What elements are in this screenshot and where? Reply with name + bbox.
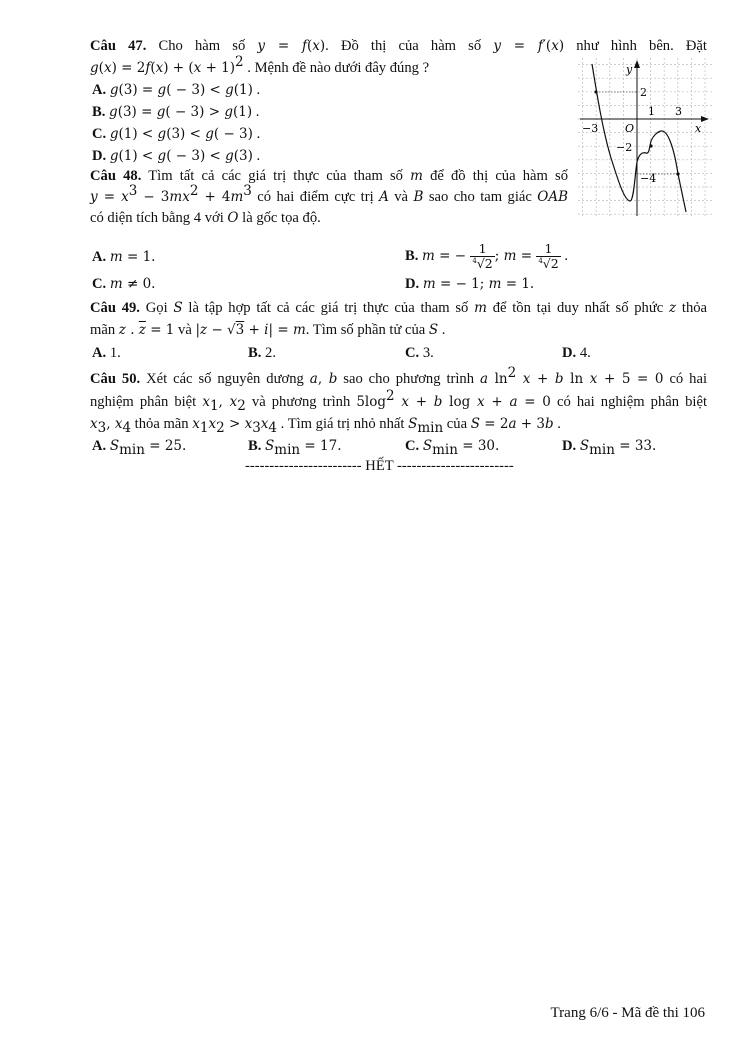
q47-line-1: Câu 47. Cho hàm số y = f(x). Đồ thị của hàm số y = f′(x) như hình bên. Đặt: [90, 38, 707, 54]
fraction: $\frac{1}{^4√2}$: [538, 241, 559, 272]
tick-y-m2: −2: [616, 141, 633, 154]
option-text: 3.: [422, 345, 434, 361]
option-letter: D.: [562, 438, 577, 454]
y-axis-arrow-icon: [634, 60, 640, 68]
option-letter: C.: [92, 276, 107, 292]
option-letter: D.: [562, 345, 577, 361]
point-1-m2: [649, 144, 652, 147]
origin-label: O: [625, 122, 635, 135]
q48-option-a[interactable]: A. m = 1.: [92, 249, 156, 265]
option-letter: A.: [92, 438, 107, 454]
option-text: 4.: [579, 345, 591, 361]
tick-x-m3: −3: [582, 122, 599, 135]
q48-line-2: $y = x^3 - 3mx^2 + 4m^3$ có hai điểm cực trị A và B sao cho tam giác OAB: [90, 183, 569, 205]
x-axis-arrow-icon: [701, 116, 709, 122]
q47-label: Câu 47.: [90, 38, 147, 54]
graph-grid: [578, 58, 712, 216]
tick-x-3: 3: [675, 105, 682, 118]
q48-option-b[interactable]: B. m = − $\frac{1}{^4√2}$ ; m = $\frac{1}{^4√2}$ .: [405, 241, 568, 272]
derivative-curve: [592, 64, 686, 212]
q50-line-1: Câu 50. Xét các số nguyên dương a, b sao cho phương trình a $\ln^2 x + b$ ln x + 5 = 0 có hai: [90, 365, 707, 387]
fraction: $\frac{1}{^4√2}$: [472, 241, 493, 272]
option-letter: B.: [248, 438, 262, 454]
option-letter: D.: [92, 148, 107, 164]
option-text: 1.: [109, 345, 121, 361]
q48-label: Câu 48.: [90, 168, 142, 184]
q49-label: Câu 49.: [90, 300, 140, 316]
q48-option-d[interactable]: D. m = − 1; m = 1.: [405, 276, 535, 292]
q50-option-c[interactable]: C. $S_{min} = 30$.: [405, 438, 500, 458]
x-axis-label: x: [695, 122, 702, 135]
q49-option-a[interactable]: [92, 343, 121, 363]
option-letter: D.: [405, 276, 420, 292]
q49-option-b[interactable]: [248, 343, 276, 363]
derivative-graph: [578, 58, 712, 216]
option-text: 2.: [265, 345, 276, 361]
q50-line-2: nghiệm phân biệt $x_1$, $x_2$ và phương trình $5\log^2$ x + b log x + a = 0 có hai nghiệm phân biệt: [90, 388, 708, 414]
point-3-m4: [676, 172, 679, 175]
option-letter: B.: [92, 104, 106, 120]
q49-option-d[interactable]: [562, 343, 591, 363]
q47-line-2: $g(x) = 2f(x) + (x + 1)^2$ . Mệnh đề nào dưới đây đúng ?: [90, 54, 430, 76]
page-footer: Trang 6/6 - Mã đề thi 106: [550, 1005, 705, 1021]
q47-option-c[interactable]: C. g(1) < g(3) < g( − 3) .: [92, 126, 261, 142]
q47-option-a[interactable]: A. g(3) = g( − 3) < g(1) .: [92, 82, 261, 98]
option-letter: B.: [248, 345, 262, 361]
point-m3-2: [594, 90, 597, 93]
q50-line-3: $x_3$, $x_4$ thỏa mãn $x_1x_2 > x_3x_4$ . Tìm giá trị nhỏ nhất $S_{min}$ của S = 2a + 3b .: [90, 416, 561, 436]
option-letter: A.: [92, 249, 107, 265]
q50-label: Câu 50.: [90, 371, 141, 387]
q49-option-c[interactable]: [405, 343, 434, 363]
q48-option-c[interactable]: C. m ≠ 0.: [92, 276, 156, 292]
tick-x-1: 1: [648, 105, 655, 118]
option-letter: C.: [405, 345, 420, 361]
option-letter: A.: [92, 82, 107, 98]
option-letter: C.: [92, 126, 107, 142]
q50-option-d[interactable]: D. $S_{min} = 33$.: [562, 438, 657, 458]
q50-option-a[interactable]: A. $S_{min} = 25$.: [92, 438, 187, 458]
q47-option-d[interactable]: D. g(1) < g( − 3) < g(3) .: [92, 148, 261, 164]
q48-line-3: có diện tích bằng 4 với O là gốc tọa độ.: [90, 210, 321, 226]
q50-option-b[interactable]: B. $S_{min} = 17$.: [248, 438, 342, 458]
option-letter: C.: [405, 438, 420, 454]
q48-line-1: Câu 48. Tìm tất cả các giá trị thực của tham số m để đồ thị của hàm số: [90, 168, 568, 184]
q49-line-2: mãn z . $\overline{z} = 1$ và |z − √3 + i| = m. Tìm số phần tử của S .: [90, 322, 446, 338]
tick-y-2: 2: [640, 86, 647, 99]
y-axis-label: y: [626, 63, 633, 76]
tick-y-m4: −4: [640, 172, 657, 185]
end-marker: ------------------------ HẾT ------------------------: [245, 458, 514, 474]
option-letter: A.: [92, 345, 107, 361]
option-letter: B.: [405, 248, 419, 264]
q49-line-1: Câu 49. Gọi S là tập hợp tất cả các giá trị thực của tham số m để tồn tại duy nhất số phức z thỏa: [90, 300, 708, 316]
q47-option-b[interactable]: B. g(3) = g( − 3) > g(1) .: [92, 104, 260, 120]
